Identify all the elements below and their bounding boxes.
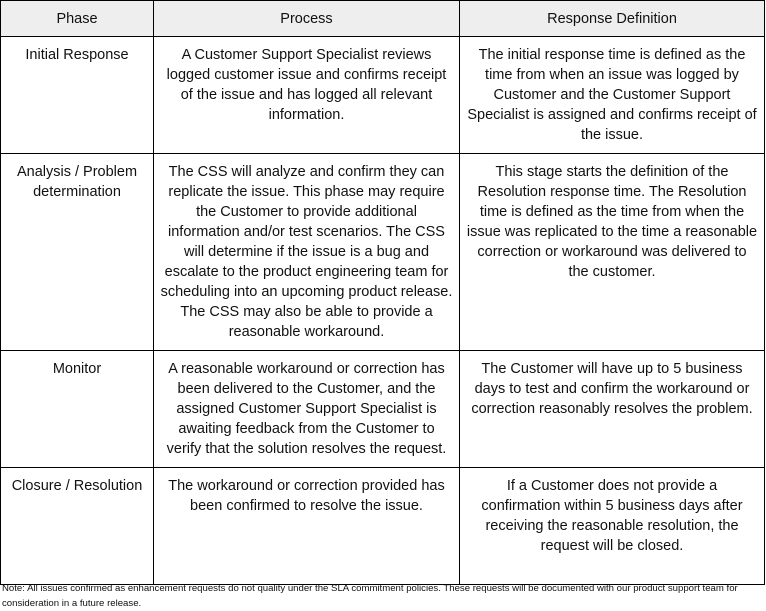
table-row [1,351,765,468]
table-header [1,1,765,37]
header-row [1,1,765,37]
table-body [1,37,765,585]
definition-cell: This stage starts the definition of the Resolution response time. The Resolution time is defined as the time from when the issue was replicated to the time a reasonable correction or workaround was delivered to the customer. [460,154,765,351]
header-response-definition: Response Definition [460,1,765,37]
definition-cell: The initial response time is defined as the time from when an issue was logged by Customer and the Customer Support Specialist is assigned and confirms receipt of the issue. [460,37,765,154]
definition-cell: If a Customer does not provide a confirmation within 5 business days after receiving the reasonable resolution, the request will be closed. [460,468,765,585]
phase-cell: Initial Response [1,37,154,154]
phase-cell: Closure / Resolution [1,468,154,585]
phase-cell: Analysis / Problem determination [1,154,154,351]
header-process: Process [154,1,460,37]
process-cell: A Customer Support Specialist reviews logged customer issue and confirms receipt of the issue and has logged all relevant information. [154,37,460,154]
table-row [1,154,765,351]
footnote: Note: All issues confirmed as enhancement requests do not quality under the SLA commitment policies. These requests will be documented with our product support team for consideration in a future release. [2,583,738,609]
header-phase: Phase [1,1,154,37]
table-row [1,468,765,585]
definition-cell: The Customer will have up to 5 business days to test and confirm the workaround or correction reasonably resolves the problem. [460,351,765,468]
process-cell: The CSS will analyze and confirm they can replicate the issue. This phase may require the Customer to provide additional information and/or test scenarios. The CSS will determine if the issue is a bug and escalate to the product engineering team for scheduling into an upcoming product release. The CSS may also be able to provide a reasonable workaround. [154,154,460,351]
table-row [1,37,765,154]
process-cell: The workaround or correction provided has been confirmed to resolve the issue. [154,468,460,585]
phase-cell: Monitor [1,351,154,468]
process-cell: A reasonable workaround or correction has been delivered to the Customer, and the assigned Customer Support Specialist is awaiting feedback from the Customer to verify that the solution resolves the request. [154,351,460,468]
